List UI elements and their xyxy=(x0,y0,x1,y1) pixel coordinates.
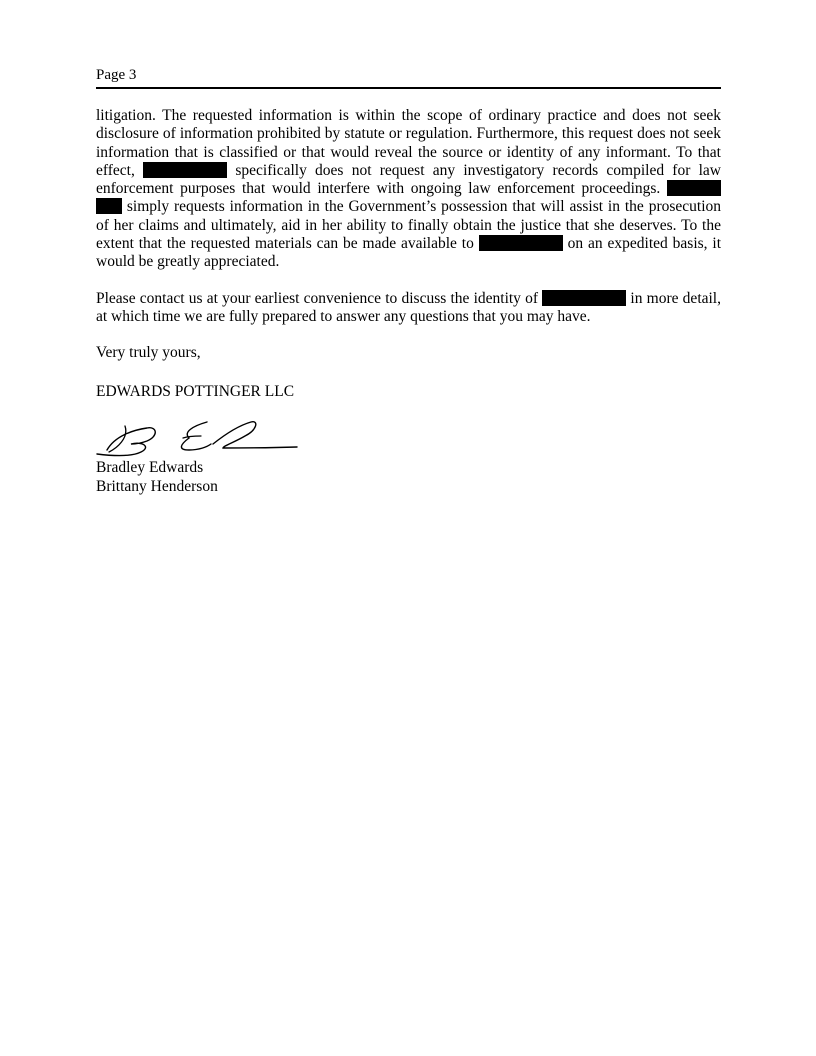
redaction-block xyxy=(143,162,227,178)
firm-name: EDWARDS POTTINGER LLC xyxy=(96,382,295,400)
paragraph-text: litigation. The requested information is within the scope of ordinary practice and does not seek disclosure of information prohibited by statute or regulation. Furthermore, this request does not seek information that is classified or that would reveal the source or identity of any informant. To that effect, xyxy=(96,107,721,179)
redaction-block xyxy=(96,198,122,214)
paragraph-text: simply requests information in the Government’s possession that will assist in the prosecution of her claims and ultimately, aid in her ability to finally obtain the justice that she deserves. To the extent that the requested materials can be made available to xyxy=(96,198,722,253)
redaction-block xyxy=(542,290,626,306)
paragraph-text: Please contact us at your earliest convenience to discuss the identity of xyxy=(96,289,539,307)
paragraph-text: in more detail, at which time we are fully prepared to answer any questions that you may have. xyxy=(96,289,721,325)
page-number-header: Page 3 xyxy=(96,66,721,89)
paragraph-text: on an expedited basis, it would be greatly appreciated. xyxy=(96,235,722,271)
handwritten-signature xyxy=(95,414,300,462)
closing-salutation: Very truly yours, xyxy=(96,344,201,362)
paragraph-contact xyxy=(96,290,721,327)
paragraph-text: specifically does not request any investigatory records compiled for law enforcement purposes that would interfere with ongoing law enforcement proceedings. xyxy=(96,161,722,198)
signer-name: Brittany Henderson xyxy=(96,478,218,495)
signer-block xyxy=(96,458,218,496)
letter-body xyxy=(96,107,721,401)
redaction-block xyxy=(667,180,721,196)
redaction-block xyxy=(479,235,563,251)
signer-name: Bradley Edwards xyxy=(96,459,204,476)
paragraph-request-scope xyxy=(96,107,721,272)
